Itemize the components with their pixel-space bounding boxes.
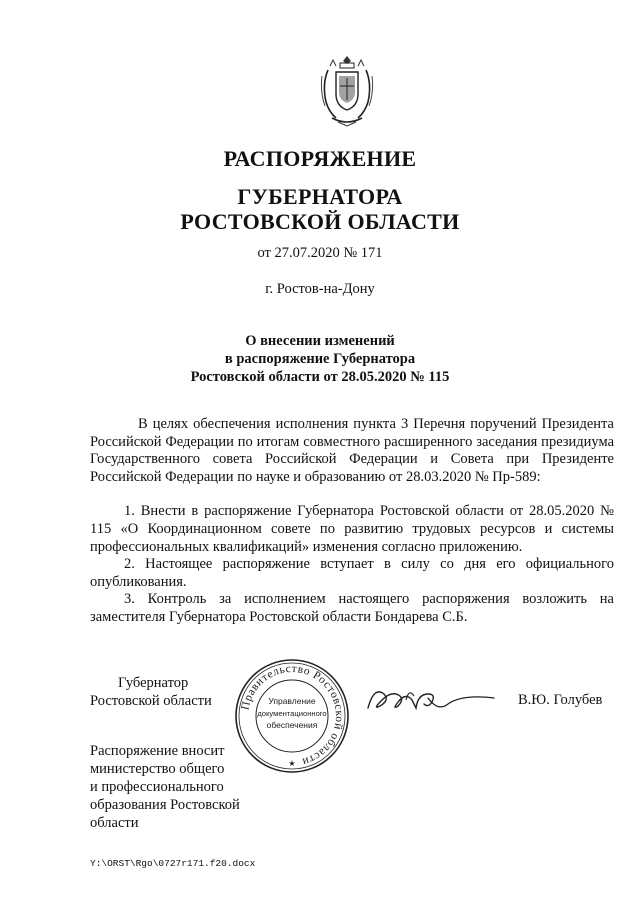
item-2-paragraph: 2. Настоящее распоряжение вступает в силу со дня его официального опубликования. [90, 556, 614, 590]
note-line-4: образования Ростовской [90, 797, 240, 813]
subject-line-2: в распоряжение Губернатора [224, 351, 416, 367]
authority-line-2: РОСТОВСКОЙ ОБЛАСТИ [180, 209, 460, 234]
note-line-1: Распоряжение вносит [90, 743, 225, 759]
coat-of-arms-emblem [316, 52, 378, 128]
stamp-center-line-1: Управление [268, 696, 316, 706]
subject-line-3: Ростовской области от 28.05.2020 № 115 [190, 369, 450, 385]
note-line-3: и профессионального [90, 779, 224, 795]
item-3-paragraph: 3. Контроль за исполнением настоящего распоряжения возложить на заместителя Губернатора Ростовской области Бондарева С.Б. [90, 591, 614, 625]
document-body [90, 416, 614, 627]
position-line-1: Губернатор [118, 675, 189, 691]
date-and-number: от 27.07.2020 № 171 [257, 245, 383, 261]
submitted-by-note [90, 742, 260, 832]
note-line-2: министерство общего [90, 761, 225, 777]
signatory-name: В.Ю. Голубев [518, 692, 603, 708]
city: г. Ростов-на-Дону [265, 281, 375, 297]
signatory-position [90, 674, 212, 710]
subject-line-1: О внесении изменений [245, 333, 395, 349]
stamp-center-line-3: обеспечения [266, 720, 318, 730]
note-line-5: области [90, 815, 139, 831]
position-line-2: Ростовской области [90, 693, 212, 709]
stamp-center-line-2: документационного [257, 709, 327, 718]
authority-line-1: ГУБЕРНАТОРА [237, 184, 403, 209]
preamble-paragraph: В целях обеспечения исполнения пункта 3 Перечня поручений Президента Российской Федерации по итогам совместного расширенного заседания президиума Государственного совета Российской Федерации и Совета при Президенте Российской Федерации по науке и образованию от 28.03.2020 № Пр-589: [90, 416, 614, 485]
file-path-footer: Y:\ORST\Rgo\0727r171.f20.docx [90, 858, 256, 869]
subject-heading [0, 332, 640, 386]
stamp-ring-text: Правительство Ростовской области [239, 662, 346, 768]
stamp-star-icon: ★ [288, 759, 296, 768]
document-type-title: РАСПОРЯЖЕНИЕ [223, 146, 417, 171]
handwritten-signature [362, 678, 496, 718]
item-1-paragraph: 1. Внести в распоряжение Губернатора Ростовской области от 28.05.2020 № 115 «О Координационном совете по развитию трудовых ресурсов и системы профессиональных квалификаций» изменения согласно приложению. [90, 503, 614, 555]
